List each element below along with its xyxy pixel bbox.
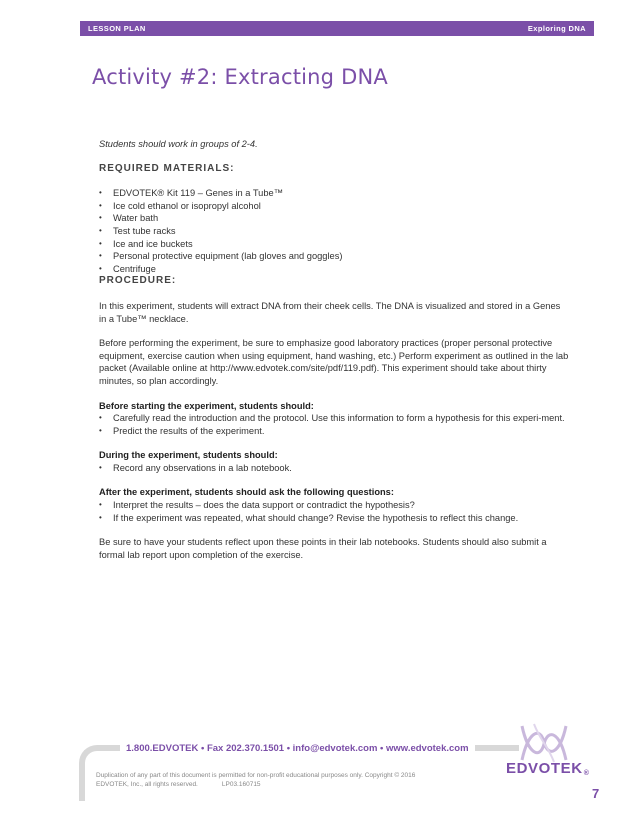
list-item: • Predict the results of the experiment. [99,425,569,438]
after-heading: After the experiment, students should ask the following questions: [99,487,394,498]
procedure-paragraph: In this experiment, students will extract DNA from their cheek cells. The DNA is visualized and stored in a Genes in a Tube™ necklace. [99,300,561,324]
procedure-heading: PROCEDURE: [99,275,177,287]
list-item: • Centrifuge [99,263,569,276]
intro-text: Students should work in groups of 2-4. [99,139,258,149]
page-title: Activity #2: Extracting DNA [92,65,388,89]
before-heading: Before starting the experiment, students should: [99,400,314,411]
after-list [99,499,569,524]
list-item: • Record any observations in a lab notebook. [99,462,569,475]
materials-list [99,187,569,275]
during-list [99,462,569,475]
logo-wordmark: EDVOTEK® [506,760,590,777]
during-group [99,449,569,474]
header-section-label: LESSON PLAN [88,24,146,33]
list-item: • Carefully read the introduction and the protocol. Use this information to form a hypothesis for this experi-ment. [99,412,569,425]
copyright-line: EDVOTEK, Inc., all rights reserved. [96,781,198,788]
list-item: • Water bath [99,212,569,225]
registered-mark: ® [583,770,590,777]
materials-heading: REQUIRED MATERIALS: [99,162,235,174]
header-topic-label: Exploring DNA [527,24,586,33]
list-item: • Interpret the results – does the data support or contradict the hypothesis? [99,499,569,512]
closing-paragraph: Be sure to have your students reflect upon these points in their lab notebooks. Students should also submit a formal lab report upon completion of the exercise. [99,537,547,560]
before-list [99,412,569,437]
list-item: • EDVOTEK® Kit 119 – Genes in a Tube™ [99,187,569,200]
edvotek-logo [500,722,600,792]
list-item: • If the experiment was repeated, what should change? Revise the hypothesis to reflect this change. [99,512,569,525]
page-number: 7 [592,786,600,801]
dna-helix-icon [514,722,574,764]
procedure-paragraph: Before performing the experiment, be sure to emphasize good laboratory practices (proper personal protective equipment, exercise caution when using equipment, hand washing, etc.) Perform experiment as outlined in the lab packet (Available online at http://www.edvotek.com/site/pdf/119.pdf). This experiment should take about thirty minutes, so plan accordingly. [99,338,569,386]
before-group [99,400,569,438]
list-item: • Ice cold ethanol or isopropyl alcohol [99,200,569,213]
after-group [99,486,569,524]
main-content [99,138,569,573]
doc-code: LP03.160715 [221,781,261,788]
during-heading: During the experiment, students should: [99,450,278,461]
footer-copyright [96,771,415,789]
header-bar [80,21,594,36]
copyright-line: Duplication of any part of this document is permitted for non-profit educational purposes only. Copyright © 2016 [96,772,416,779]
list-item: • Ice and ice buckets [99,238,569,251]
list-item: • Personal protective equipment (lab gloves and goggles) [99,250,569,263]
list-item: • Test tube racks [99,225,569,238]
footer-contact-line: 1.800.EDVOTEK • Fax 202.370.1501 • info@edvotek.com • www.edvotek.com [120,743,475,754]
